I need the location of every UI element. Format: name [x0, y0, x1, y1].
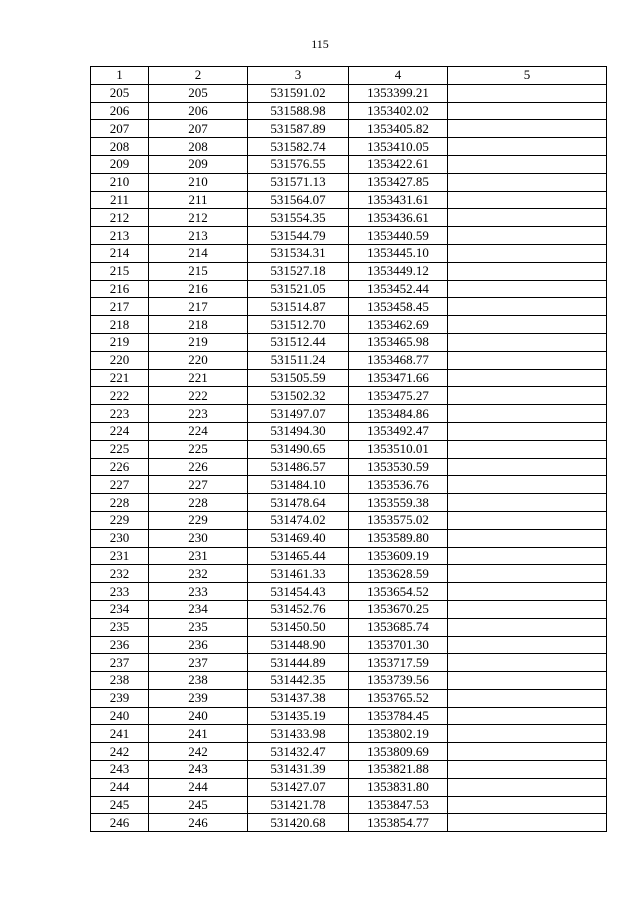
table-cell-col2: 232: [149, 565, 248, 583]
table-cell-col4: 1353739.56: [349, 672, 448, 690]
table-row: [91, 387, 607, 405]
table-row: [91, 120, 607, 138]
table-cell-col3: 531437.38: [248, 689, 349, 707]
table-cell-col2: 211: [149, 191, 248, 209]
table-cell-col2: 226: [149, 458, 248, 476]
table-cell-col4: 1353510.01: [349, 440, 448, 458]
table-cell-col2: 242: [149, 743, 248, 761]
table-cell-col4: 1353809.69: [349, 743, 448, 761]
table-cell-col5: [448, 405, 607, 423]
table-cell-col2: 246: [149, 814, 248, 832]
table-cell-col4: 1353410.05: [349, 138, 448, 156]
table-cell-col4: 1353440.59: [349, 227, 448, 245]
table-cell-col4: 1353427.85: [349, 173, 448, 191]
table-row: [91, 84, 607, 102]
header-row: [91, 67, 607, 85]
table-cell-col5: [448, 654, 607, 672]
table-cell-col4: 1353701.30: [349, 636, 448, 654]
table-cell-col3: 531454.43: [248, 583, 349, 601]
table-cell-col1: 242: [91, 743, 149, 761]
table-cell-col2: 239: [149, 689, 248, 707]
table-row: [91, 422, 607, 440]
header-cell-col2: 2: [149, 67, 248, 85]
table-cell-col4: 1353484.86: [349, 405, 448, 423]
table-cell-col4: 1353685.74: [349, 618, 448, 636]
table-row: [91, 583, 607, 601]
table-cell-col1: 236: [91, 636, 149, 654]
table-row: [91, 458, 607, 476]
table-cell-col5: [448, 120, 607, 138]
table-cell-col5: [448, 672, 607, 690]
table-cell-col3: 531461.33: [248, 565, 349, 583]
table-cell-col2: 227: [149, 476, 248, 494]
table-cell-col1: 234: [91, 600, 149, 618]
table-cell-col5: [448, 387, 607, 405]
coordinates-table: [90, 66, 607, 832]
table-row: [91, 316, 607, 334]
table-row: [91, 155, 607, 173]
table-cell-col1: 227: [91, 476, 149, 494]
table-cell-col1: 209: [91, 155, 149, 173]
table-cell-col5: [448, 725, 607, 743]
table-cell-col1: 229: [91, 511, 149, 529]
table-cell-col1: 205: [91, 84, 149, 102]
table-cell-col2: 229: [149, 511, 248, 529]
table-cell-col4: 1353847.53: [349, 796, 448, 814]
table-cell-col5: [448, 209, 607, 227]
table-row: [91, 351, 607, 369]
table-cell-col5: [448, 191, 607, 209]
table-cell-col2: 209: [149, 155, 248, 173]
table-row: [91, 618, 607, 636]
table-cell-col5: [448, 280, 607, 298]
table-row: [91, 529, 607, 547]
table-cell-col2: 221: [149, 369, 248, 387]
table-cell-col1: 218: [91, 316, 149, 334]
table-cell-col5: [448, 316, 607, 334]
table-cell-col3: 531450.50: [248, 618, 349, 636]
table-row: [91, 138, 607, 156]
table-cell-col2: 208: [149, 138, 248, 156]
table-cell-col3: 531435.19: [248, 707, 349, 725]
table-row: [91, 405, 607, 423]
table-cell-col1: 216: [91, 280, 149, 298]
table-cell-col2: 238: [149, 672, 248, 690]
table-cell-col3: 531576.55: [248, 155, 349, 173]
table-cell-col3: 531564.07: [248, 191, 349, 209]
table-cell-col1: 231: [91, 547, 149, 565]
table-row: [91, 778, 607, 796]
table-cell-col4: 1353530.59: [349, 458, 448, 476]
table-row: [91, 565, 607, 583]
table-cell-col3: 531432.47: [248, 743, 349, 761]
table-cell-col4: 1353765.52: [349, 689, 448, 707]
table-cell-col5: [448, 743, 607, 761]
table-row: [91, 707, 607, 725]
table-cell-col1: 240: [91, 707, 149, 725]
table-cell-col5: [448, 547, 607, 565]
table-cell-col2: 210: [149, 173, 248, 191]
table-cell-col2: 213: [149, 227, 248, 245]
table-cell-col1: 215: [91, 262, 149, 280]
table-cell-col5: [448, 511, 607, 529]
table-cell-col1: 235: [91, 618, 149, 636]
table-row: [91, 547, 607, 565]
table-cell-col1: 245: [91, 796, 149, 814]
table-cell-col2: 235: [149, 618, 248, 636]
table-cell-col2: 230: [149, 529, 248, 547]
table-cell-col5: [448, 298, 607, 316]
table-cell-col1: 217: [91, 298, 149, 316]
table-row: [91, 636, 607, 654]
table-cell-col1: 232: [91, 565, 149, 583]
table-cell-col3: 531490.65: [248, 440, 349, 458]
table-cell-col4: 1353471.66: [349, 369, 448, 387]
table-cell-col3: 531534.31: [248, 244, 349, 262]
table-cell-col4: 1353436.61: [349, 209, 448, 227]
table-row: [91, 227, 607, 245]
table-cell-col2: 214: [149, 244, 248, 262]
table-cell-col1: 244: [91, 778, 149, 796]
table-cell-col2: 223: [149, 405, 248, 423]
table-cell-col3: 531587.89: [248, 120, 349, 138]
table-cell-col2: 228: [149, 494, 248, 512]
table-cell-col5: [448, 440, 607, 458]
table-row: [91, 511, 607, 529]
table-cell-col5: [448, 600, 607, 618]
table-cell-col4: 1353492.47: [349, 422, 448, 440]
header-cell-col3: 3: [248, 67, 349, 85]
table-row: [91, 725, 607, 743]
table-cell-col3: 531427.07: [248, 778, 349, 796]
table-row: [91, 743, 607, 761]
table-cell-col3: 531497.07: [248, 405, 349, 423]
table-cell-col3: 531420.68: [248, 814, 349, 832]
table-cell-col1: 212: [91, 209, 149, 227]
table-cell-col4: 1353609.19: [349, 547, 448, 565]
table-cell-col2: 225: [149, 440, 248, 458]
table-cell-col4: 1353831.80: [349, 778, 448, 796]
table-row: [91, 191, 607, 209]
table-cell-col2: 245: [149, 796, 248, 814]
table-cell-col1: 222: [91, 387, 149, 405]
table-cell-col5: [448, 707, 607, 725]
table-cell-col4: 1353452.44: [349, 280, 448, 298]
table-row: [91, 796, 607, 814]
table-cell-col3: 531582.74: [248, 138, 349, 156]
table-cell-col3: 531442.35: [248, 672, 349, 690]
table-cell-col3: 531433.98: [248, 725, 349, 743]
table-row: [91, 440, 607, 458]
table-cell-col2: 243: [149, 761, 248, 779]
table-cell-col1: 207: [91, 120, 149, 138]
table-row: [91, 209, 607, 227]
header-cell-col4: 4: [349, 67, 448, 85]
table-cell-col5: [448, 565, 607, 583]
table-cell-col2: 240: [149, 707, 248, 725]
table-cell-col3: 531502.32: [248, 387, 349, 405]
table-cell-col5: [448, 494, 607, 512]
table-cell-col1: 206: [91, 102, 149, 120]
table-cell-col5: [448, 778, 607, 796]
table-cell-col2: 237: [149, 654, 248, 672]
table-cell-col3: 531571.13: [248, 173, 349, 191]
table-cell-col2: 241: [149, 725, 248, 743]
table-row: [91, 654, 607, 672]
table-cell-col3: 531544.79: [248, 227, 349, 245]
table-row: [91, 102, 607, 120]
table-cell-col3: 531421.78: [248, 796, 349, 814]
table-cell-col5: [448, 244, 607, 262]
table-cell-col2: 234: [149, 600, 248, 618]
table-cell-col2: 207: [149, 120, 248, 138]
table-cell-col3: 531588.98: [248, 102, 349, 120]
table-cell-col3: 531527.18: [248, 262, 349, 280]
table-cell-col4: 1353468.77: [349, 351, 448, 369]
table-cell-col4: 1353589.80: [349, 529, 448, 547]
table-cell-col3: 531514.87: [248, 298, 349, 316]
table-row: [91, 369, 607, 387]
table-cell-col5: [448, 529, 607, 547]
table-cell-col2: 244: [149, 778, 248, 796]
table-header: [91, 67, 607, 85]
table-cell-col3: 531505.59: [248, 369, 349, 387]
table-cell-col2: 220: [149, 351, 248, 369]
table-row: [91, 280, 607, 298]
table-row: [91, 244, 607, 262]
table-cell-col5: [448, 761, 607, 779]
table-cell-col2: 233: [149, 583, 248, 601]
table-cell-col3: 531478.64: [248, 494, 349, 512]
table-cell-col3: 531444.89: [248, 654, 349, 672]
header-cell-col1: 1: [91, 67, 149, 85]
table-cell-col2: 215: [149, 262, 248, 280]
table-cell-col2: 218: [149, 316, 248, 334]
table-cell-col4: 1353628.59: [349, 565, 448, 583]
table-cell-col4: 1353462.69: [349, 316, 448, 334]
table-cell-col5: [448, 458, 607, 476]
table-cell-col3: 531494.30: [248, 422, 349, 440]
table-cell-col1: 211: [91, 191, 149, 209]
table-cell-col3: 531511.24: [248, 351, 349, 369]
table-row: [91, 814, 607, 832]
table-cell-col2: 217: [149, 298, 248, 316]
table-cell-col1: 246: [91, 814, 149, 832]
table-cell-col2: 231: [149, 547, 248, 565]
table-cell-col4: 1353717.59: [349, 654, 448, 672]
table-cell-col4: 1353475.27: [349, 387, 448, 405]
table-cell-col3: 531591.02: [248, 84, 349, 102]
table-cell-col5: [448, 814, 607, 832]
table-cell-col5: [448, 155, 607, 173]
table-row: [91, 494, 607, 512]
table-cell-col1: 238: [91, 672, 149, 690]
table-cell-col4: 1353854.77: [349, 814, 448, 832]
table-cell-col1: 243: [91, 761, 149, 779]
table-row: [91, 298, 607, 316]
table-cell-col3: 531431.39: [248, 761, 349, 779]
table-cell-col2: 222: [149, 387, 248, 405]
table-cell-col1: 241: [91, 725, 149, 743]
table-cell-col5: [448, 84, 607, 102]
table-cell-col4: 1353422.61: [349, 155, 448, 173]
table-row: [91, 689, 607, 707]
table-cell-col1: 239: [91, 689, 149, 707]
table-cell-col1: 237: [91, 654, 149, 672]
table-cell-col5: [448, 369, 607, 387]
table-cell-col5: [448, 583, 607, 601]
table-cell-col2: 212: [149, 209, 248, 227]
table-cell-col5: [448, 227, 607, 245]
table-cell-col1: 223: [91, 405, 149, 423]
table-cell-col4: 1353445.10: [349, 244, 448, 262]
table-cell-col2: 224: [149, 422, 248, 440]
table-row: [91, 672, 607, 690]
table-cell-col3: 531521.05: [248, 280, 349, 298]
table-cell-col5: [448, 333, 607, 351]
table-cell-col4: 1353465.98: [349, 333, 448, 351]
table-cell-col4: 1353784.45: [349, 707, 448, 725]
table-cell-col5: [448, 262, 607, 280]
table-cell-col1: 220: [91, 351, 149, 369]
table-cell-col5: [448, 422, 607, 440]
table-cell-col3: 531486.57: [248, 458, 349, 476]
table-cell-col4: 1353402.02: [349, 102, 448, 120]
table-cell-col3: 531448.90: [248, 636, 349, 654]
table-cell-col3: 531512.70: [248, 316, 349, 334]
table-cell-col4: 1353458.45: [349, 298, 448, 316]
table-cell-col1: 219: [91, 333, 149, 351]
table-cell-col2: 205: [149, 84, 248, 102]
table-cell-col5: [448, 636, 607, 654]
table-cell-col1: 208: [91, 138, 149, 156]
table-cell-col4: 1353449.12: [349, 262, 448, 280]
table-cell-col4: 1353575.02: [349, 511, 448, 529]
table-row: [91, 333, 607, 351]
table-cell-col1: 214: [91, 244, 149, 262]
table-cell-col1: 230: [91, 529, 149, 547]
table-cell-col4: 1353802.19: [349, 725, 448, 743]
table-cell-col2: 236: [149, 636, 248, 654]
table-cell-col5: [448, 173, 607, 191]
table-cell-col4: 1353821.88: [349, 761, 448, 779]
table-cell-col5: [448, 796, 607, 814]
table-cell-col1: 228: [91, 494, 149, 512]
table-cell-col4: 1353670.25: [349, 600, 448, 618]
page-number: 115: [311, 37, 329, 51]
table-cell-col5: [448, 618, 607, 636]
table-cell-col5: [448, 351, 607, 369]
table-cell-col4: 1353405.82: [349, 120, 448, 138]
table-cell-col5: [448, 689, 607, 707]
header-cell-col5: 5: [448, 67, 607, 85]
table-cell-col4: 1353559.38: [349, 494, 448, 512]
table-row: [91, 476, 607, 494]
table-body: [91, 84, 607, 831]
table-cell-col5: [448, 476, 607, 494]
table-cell-col3: 531484.10: [248, 476, 349, 494]
table-cell-col2: 219: [149, 333, 248, 351]
table-cell-col3: 531452.76: [248, 600, 349, 618]
table-cell-col3: 531465.44: [248, 547, 349, 565]
table-row: [91, 600, 607, 618]
table-row: [91, 173, 607, 191]
table-cell-col1: 221: [91, 369, 149, 387]
table-cell-col3: 531474.02: [248, 511, 349, 529]
table-cell-col1: 226: [91, 458, 149, 476]
table-cell-col1: 225: [91, 440, 149, 458]
table-cell-col2: 216: [149, 280, 248, 298]
table-cell-col1: 224: [91, 422, 149, 440]
table-cell-col5: [448, 102, 607, 120]
table-cell-col1: 213: [91, 227, 149, 245]
table-cell-col3: 531554.35: [248, 209, 349, 227]
table-cell-col4: 1353536.76: [349, 476, 448, 494]
table-cell-col5: [448, 138, 607, 156]
table-cell-col4: 1353399.21: [349, 84, 448, 102]
table-row: [91, 761, 607, 779]
table-cell-col3: 531512.44: [248, 333, 349, 351]
table-cell-col2: 206: [149, 102, 248, 120]
table-cell-col4: 1353431.61: [349, 191, 448, 209]
table-cell-col4: 1353654.52: [349, 583, 448, 601]
table-cell-col1: 210: [91, 173, 149, 191]
table-cell-col1: 233: [91, 583, 149, 601]
table-cell-col3: 531469.40: [248, 529, 349, 547]
table-row: [91, 262, 607, 280]
